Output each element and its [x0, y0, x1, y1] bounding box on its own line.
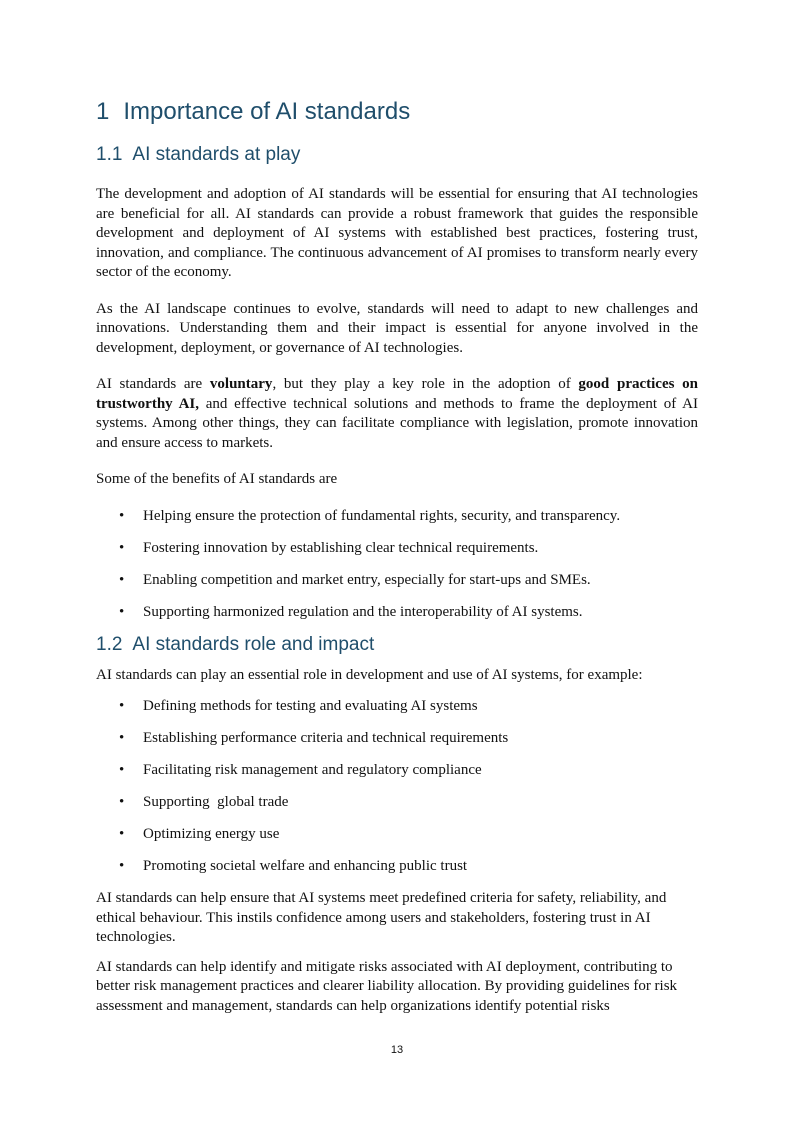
- paragraph-trust: AI standards can help ensure that AI systems meet predefined criteria for safety, reliability, and ethical behaviour. This instils confidence among users and stakeholders, fostering trust in AI technologies.: [96, 890, 667, 945]
- bullet-icon: •: [119, 761, 125, 778]
- list-item-text: Establishing performance criteria and technical requirements: [143, 729, 509, 746]
- section-1-1-title: AI standards at play: [132, 144, 301, 165]
- emphasis-voluntary: voluntary: [209, 376, 273, 392]
- list-item-text: Promoting societal welfare and enhancing public trust: [143, 857, 468, 874]
- list-item: [96, 539, 698, 559]
- benefits-list: [96, 507, 698, 623]
- list-item: [96, 571, 698, 591]
- section-1-number: 1: [96, 98, 110, 125]
- list-item: [96, 729, 698, 749]
- paragraph-role-intro: AI standards can play an essential role in development and use of AI systems, for example:: [96, 667, 643, 683]
- list-item-text: Supporting harmonized regulation and the interoperability of AI systems.: [143, 603, 583, 620]
- section-1-2-heading: [96, 632, 698, 658]
- list-item-text: Facilitating risk management and regulatory compliance: [143, 761, 482, 778]
- list-item-text: Enabling competition and market entry, especially for start-ups and SMEs.: [143, 571, 591, 588]
- list-item-text: Optimizing energy use: [143, 825, 280, 842]
- list-item-text: Defining methods for testing and evaluating AI systems: [143, 697, 478, 714]
- paragraph-text: and effective technical solutions and methods to frame the deployment of AI systems. Among other things, they can facilitate compliance with legislation, promote innovation and ensure access to markets.: [96, 395, 699, 451]
- list-item: [96, 825, 698, 845]
- list-item-text: Fostering innovation by establishing clear technical requirements.: [143, 539, 539, 556]
- document-page: [96, 96, 698, 1016]
- bullet-icon: •: [119, 571, 125, 588]
- bullet-icon: •: [119, 793, 125, 810]
- page-number: 13: [390, 1044, 404, 1056]
- list-item-text: Helping ensure the protection of fundamental rights, security, and transparency.: [143, 507, 621, 524]
- roles-list: [96, 697, 698, 877]
- paragraph-risk: AI standards can help identify and mitigate risks associated with AI deployment, contributing to better risk management practices and clearer liability allocation. By providing guidelines for risk assessment and management, standards can help organizations identify potential risks: [96, 958, 678, 1014]
- list-item: [96, 697, 698, 717]
- section-1-1-heading: [96, 142, 698, 168]
- paragraph-benefits-intro: Some of the benefits of AI standards are: [96, 471, 338, 487]
- section-1-title: Importance of AI standards: [123, 98, 411, 125]
- bullet-icon: •: [119, 507, 125, 524]
- list-item-text: Supporting global trade: [143, 793, 289, 810]
- section-1-2-number: 1.2: [96, 634, 123, 655]
- paragraph-text: AI standards are: [96, 376, 210, 392]
- bullet-icon: •: [119, 857, 125, 874]
- bullet-icon: •: [119, 603, 125, 620]
- list-item: [96, 761, 698, 781]
- list-item: [96, 507, 698, 527]
- paragraph-ai-standards-development: The development and adoption of AI standards will be essential for ensuring that AI technologies are beneficial for all. AI standards can provide a robust framework that guides the responsible development and deployment of AI systems with established best practices, fostering trust, innovation, and compliance. The continuous advancement of AI promises to transform nearly every sector of the economy.: [96, 186, 698, 280]
- list-item: [96, 793, 698, 813]
- paragraph-voluntary-standards: [96, 375, 698, 453]
- list-item: [96, 603, 698, 623]
- paragraph-ai-landscape: As the AI landscape continues to evolve, standards will need to adapt to new challenges and innovations. Understanding them and their impact is essential for anyone involved in the development, deployment, or governance of AI technologies.: [96, 300, 698, 356]
- bullet-icon: •: [119, 825, 125, 842]
- section-1-heading: [96, 96, 698, 128]
- section-1-2-title: AI standards role and impact: [132, 634, 375, 655]
- emphasis-good-practices: good practices on trustworthy AI,: [96, 376, 698, 412]
- bullet-icon: •: [119, 697, 125, 714]
- list-item: [96, 857, 698, 877]
- bullet-icon: •: [119, 729, 125, 746]
- bullet-icon: •: [119, 539, 125, 556]
- paragraph-text: , but they play a key role in the adoption of: [272, 376, 579, 392]
- section-1-1-number: 1.1: [96, 144, 123, 165]
